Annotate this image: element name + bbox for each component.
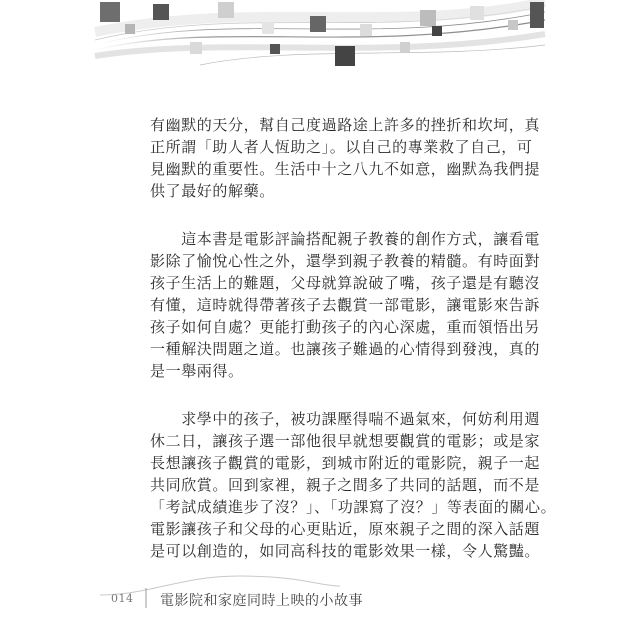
text-line: 共同欣賞。回到家裡，親子之間多了共同的話題，而不是 <box>150 476 541 494</box>
page-number: 014 <box>111 592 134 605</box>
running-title: 電影院和家庭同時上映的小故事 <box>160 593 363 609</box>
text-line: 長想讓孩子觀賞的電影，到城市附近的電影院，親子一起 <box>150 454 541 472</box>
text-line: 有懂，這時就得帶著孩子去觀賞一部電影，讓電影來告訴 <box>150 296 541 314</box>
text-line: 這本書是電影評論搭配親子教養的創作方式，讓看電 <box>150 230 541 248</box>
body-text <box>150 114 557 588</box>
paragraph <box>150 228 541 382</box>
paragraph <box>150 408 557 562</box>
text-line: 一種解決問題之道。也讓孩子難過的心情得到發洩，真的 <box>150 340 541 358</box>
text-line: 正所謂「助人者人恆助之」。以自己的專業救了自己，可 <box>150 138 533 156</box>
text-line: 電影讓孩子和父母的心更貼近，原來親子之間的深入話題 <box>150 520 541 538</box>
text-line: 有幽默的天分，幫自己度過路途上許多的挫折和坎坷，真 <box>150 116 541 134</box>
text-line: 孩子如何自處？更能打動孩子的內心深處，重而領悟出另 <box>150 318 541 336</box>
text-line: 「考試成績進步了沒？」、「功課寫了沒？」等表面的關心。 <box>150 498 557 516</box>
text-line: 孩子生活上的難題，父母就算說破了嘴，孩子還是有聽沒 <box>150 274 541 292</box>
text-line: 見幽默的重要性。生活中十之八九不如意，幽默為我們提 <box>150 160 541 178</box>
text-line: 供了最好的解藥。 <box>150 182 275 200</box>
text-line: 休二日，讓孩子選一部他很早就想要觀賞的電影；或是家 <box>150 432 541 450</box>
text-line: 求學中的孩子，被功課壓得喘不過氣來，何妨利用週 <box>150 410 541 428</box>
text-line: 是可以創造的，如同高科技的電影效果一樣，令人驚豔。 <box>150 542 541 560</box>
text-line: 影除了愉悅心性之外，還學到親子教養的精髓。有時面對 <box>150 252 541 270</box>
header-decoration <box>0 0 640 70</box>
text-line: 是一舉兩得。 <box>150 362 244 380</box>
paragraph <box>150 114 541 202</box>
